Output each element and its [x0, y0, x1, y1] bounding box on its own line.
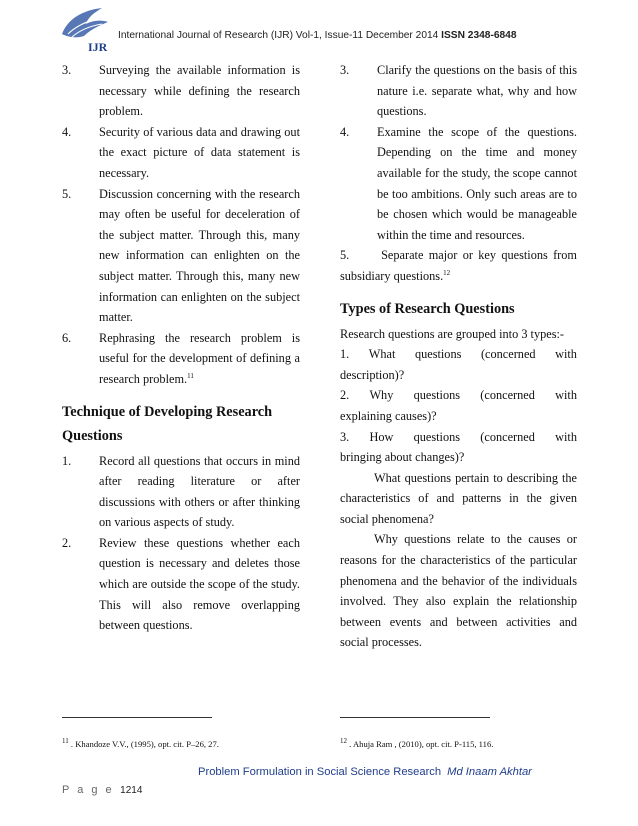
author-name: Md Inaam Akhtar: [447, 766, 532, 778]
list-number: 5.: [62, 186, 72, 201]
type-line: [340, 427, 577, 448]
list-number: 4.: [62, 124, 72, 139]
list-number: 2.: [62, 535, 72, 550]
type-line: [340, 344, 577, 365]
word: What: [368, 347, 396, 362]
page-number: 1214: [120, 785, 143, 796]
list-text: Clarify the questions on the basis of this nature i.e. separate what, why and how questions.: [377, 63, 577, 119]
right-column: [340, 60, 577, 653]
list-number: 3.: [62, 63, 72, 77]
list-text: Discussion concerning with the research may often be useful for deceleration of the subject matter. Through this, many new information can enlighten on the subject matter. Through this, many new information can enlighten on the subject matter.: [99, 186, 300, 325]
article-title: Problem Formulation in Social Science Research: [198, 766, 442, 778]
running-header: [118, 30, 517, 41]
type-continuation: explaining causes)?: [340, 408, 437, 423]
list-number: 5.: [340, 248, 350, 263]
list-item: [340, 122, 577, 246]
list-number: 3.: [340, 63, 350, 77]
footnote-ref[interactable]: 11: [187, 371, 194, 380]
footnote-divider: [62, 717, 212, 718]
footnote-right: [340, 739, 493, 749]
footnote-divider: [340, 717, 490, 718]
list-item: [62, 122, 300, 184]
list-text-with-citation: [99, 328, 300, 390]
word: How: [369, 429, 394, 444]
list-item: [62, 60, 300, 122]
type-line: [340, 385, 577, 406]
body-paragraph: What questions pertain to describing the characteristics of and patterns in the given social phenomena?: [340, 470, 577, 526]
type-continuation: bringing about changes)?: [340, 450, 465, 465]
running-footer: [198, 766, 532, 778]
word: with: [555, 347, 577, 362]
footnote-left: [62, 739, 219, 749]
list-item: [62, 328, 300, 390]
logo-text: IJR: [88, 40, 108, 54]
list-number: 4.: [340, 124, 350, 139]
list-text: Surveying the available information is necessary while defining the research problem.: [99, 63, 300, 119]
footnote-mark: 12: [340, 737, 347, 746]
page-indicator: [62, 784, 142, 796]
list-number: 2.: [340, 388, 350, 403]
list-item: [62, 533, 300, 636]
word: with: [555, 429, 577, 444]
word: questions: [414, 347, 462, 362]
section-heading: Types of Research Questions: [340, 300, 515, 317]
list-item: [62, 184, 300, 328]
type-item: [340, 385, 577, 426]
list-text: Record all questions that occurs in mind after reading literature or after discussions with others or after thinking on various aspects of study.: [99, 453, 300, 530]
list-text: Security of various data and drawing out the exact picture of data statement is necessary.: [99, 124, 300, 180]
intro-text: Research questions are grouped into 3 types:-: [340, 326, 565, 341]
footnote-text: . Ahuja Ram , (2010), opt. cit. P-115, 116.: [349, 739, 494, 749]
list-number: 6.: [62, 330, 72, 345]
page-label: P a g e: [62, 784, 115, 796]
type-continuation: description)?: [340, 367, 405, 382]
left-column: [62, 60, 300, 636]
footnote-ref[interactable]: 12: [443, 268, 451, 277]
list-item: [340, 60, 577, 122]
list-text: Rephrasing the research problem is useful for the development of defining a research problem.: [99, 330, 300, 386]
section-heading: Technique of Developing Research Questions: [62, 403, 273, 444]
word: Why: [369, 388, 394, 403]
body-paragraph: Why questions relate to the causes or reasons for the characteristics of the particular phenomena and the behavior of the individuals involved. They also explain the relationship between events and between activities and social processes.: [340, 532, 577, 650]
footnote-text: . Khandoze V.V., (1995), opt. cit. P–26, 27.: [70, 739, 219, 749]
word: (concerned: [480, 347, 536, 362]
type-item: [340, 427, 577, 468]
list-number: 1.: [62, 453, 72, 468]
word: (concerned: [480, 429, 535, 444]
word: questions: [413, 429, 461, 444]
word: (concerned: [480, 388, 535, 403]
journal-logo: [58, 4, 112, 54]
list-item: [62, 451, 300, 533]
hanging-item: [340, 245, 577, 286]
word: questions: [413, 388, 461, 403]
journal-line: International Journal of Research (IJR) Vol-1, Issue-11 December 2014: [118, 30, 439, 41]
list-text: Separate major or key questions from subsidiary questions.: [340, 248, 577, 283]
list-number: 1.: [340, 347, 350, 362]
list-number: 3.: [340, 429, 350, 444]
issn: ISSN 2348-6848: [441, 30, 517, 41]
list-text: Review these questions whether each question is necessary and deletes those which are outside the scope of the study. This will also remove overlapping between questions.: [99, 535, 300, 633]
list-text: Examine the scope of the questions. Depending on the time and money available for the study, the scope cannot be too ambitions. Only such areas are to be chosen which would be manageable within the time and resources.: [377, 124, 577, 242]
type-item: [340, 344, 577, 385]
footnote-mark: 11: [62, 737, 69, 746]
word: with: [555, 388, 577, 403]
